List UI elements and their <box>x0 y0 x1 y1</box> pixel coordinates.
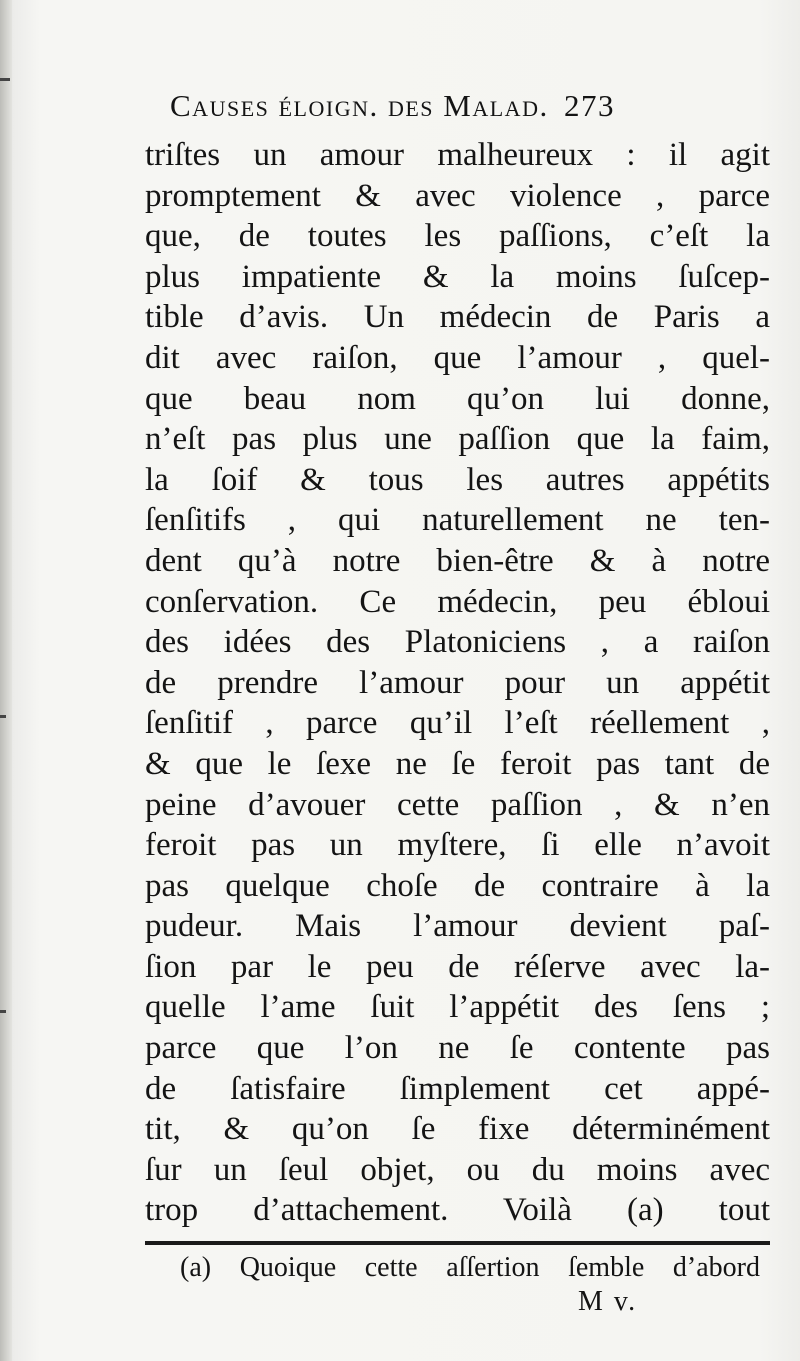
text-line: triſtes un amour malheureux : il agit <box>145 137 770 173</box>
text-line: parce que l’on ne ſe contente pas <box>145 1030 770 1067</box>
text-line: peine d’avouer cette paſſion , & n’en <box>145 786 770 823</box>
text-line: que, de toutes les paſſions, c’eſt la <box>145 218 770 255</box>
text-line: de ſatisfaire ſimplement cet appé- <box>145 1070 770 1107</box>
text-line: pudeur. Mais l’amour devient paſ- <box>145 908 770 945</box>
signature-mark: M v. <box>578 1286 638 1317</box>
text-line: trop d’attachement. Voilà (a) tout <box>145 1192 770 1229</box>
edge-mark <box>0 78 10 81</box>
running-head-title: Causes éloign. des Malad. <box>170 88 549 123</box>
footnote: (a) Quoique cette aſſertion ſemble d’abord <box>180 1252 760 1283</box>
text-line: ſur un ſeul objet, ou du moins avec <box>145 1151 770 1188</box>
text-line: n’eſt pas plus une paſſion que la faim, <box>145 421 770 458</box>
running-head <box>170 88 770 134</box>
text-line: des idées des Platoniciens , a raiſon <box>145 624 770 661</box>
text-line: ſion par le peu de réſerve avec la- <box>145 948 770 985</box>
text-line: ſenſitif , parce qu’il l’eſt réellement , <box>145 705 770 742</box>
text-line: la ſoif & tous les autres appétits <box>145 461 770 498</box>
footnote-rule <box>145 1241 770 1245</box>
text-line: dit avec raiſon, que l’amour , quel- <box>145 339 770 376</box>
text-line: conſervation. Ce médecin, peu ébloui <box>145 583 770 620</box>
page-number: 273 <box>563 88 615 123</box>
text-line: de prendre l’amour pour un appétit <box>145 664 770 701</box>
body-text <box>145 135 770 1231</box>
text-line: feroit pas un myſtere, ſi elle n’avoit <box>145 827 770 864</box>
text-line: promptement & avec violence , parce <box>145 177 770 214</box>
text-line: que beau nom qu’on lui donne, <box>145 380 770 417</box>
text-line: quelle l’ame ſuit l’appétit des ſens ; <box>145 989 770 1026</box>
text-line: dent qu’à notre bien-être & à notre <box>145 542 770 579</box>
text-line: & que le ſexe ne ſe feroit pas tant de <box>145 745 770 782</box>
binding-edge <box>0 0 12 1361</box>
edge-mark <box>0 1010 6 1013</box>
text-line: pas quelque choſe de contraire à la <box>145 867 770 904</box>
text-line: plus impatiente & la moins ſuſcep- <box>145 258 770 295</box>
text-line: tible d’avis. Un médecin de Paris a <box>145 299 770 336</box>
edge-mark <box>0 715 6 718</box>
text-line: ſenſitifs , qui naturellement ne ten- <box>145 502 770 539</box>
text-line: tit, & qu’on ſe fixe déterminément <box>145 1111 770 1148</box>
